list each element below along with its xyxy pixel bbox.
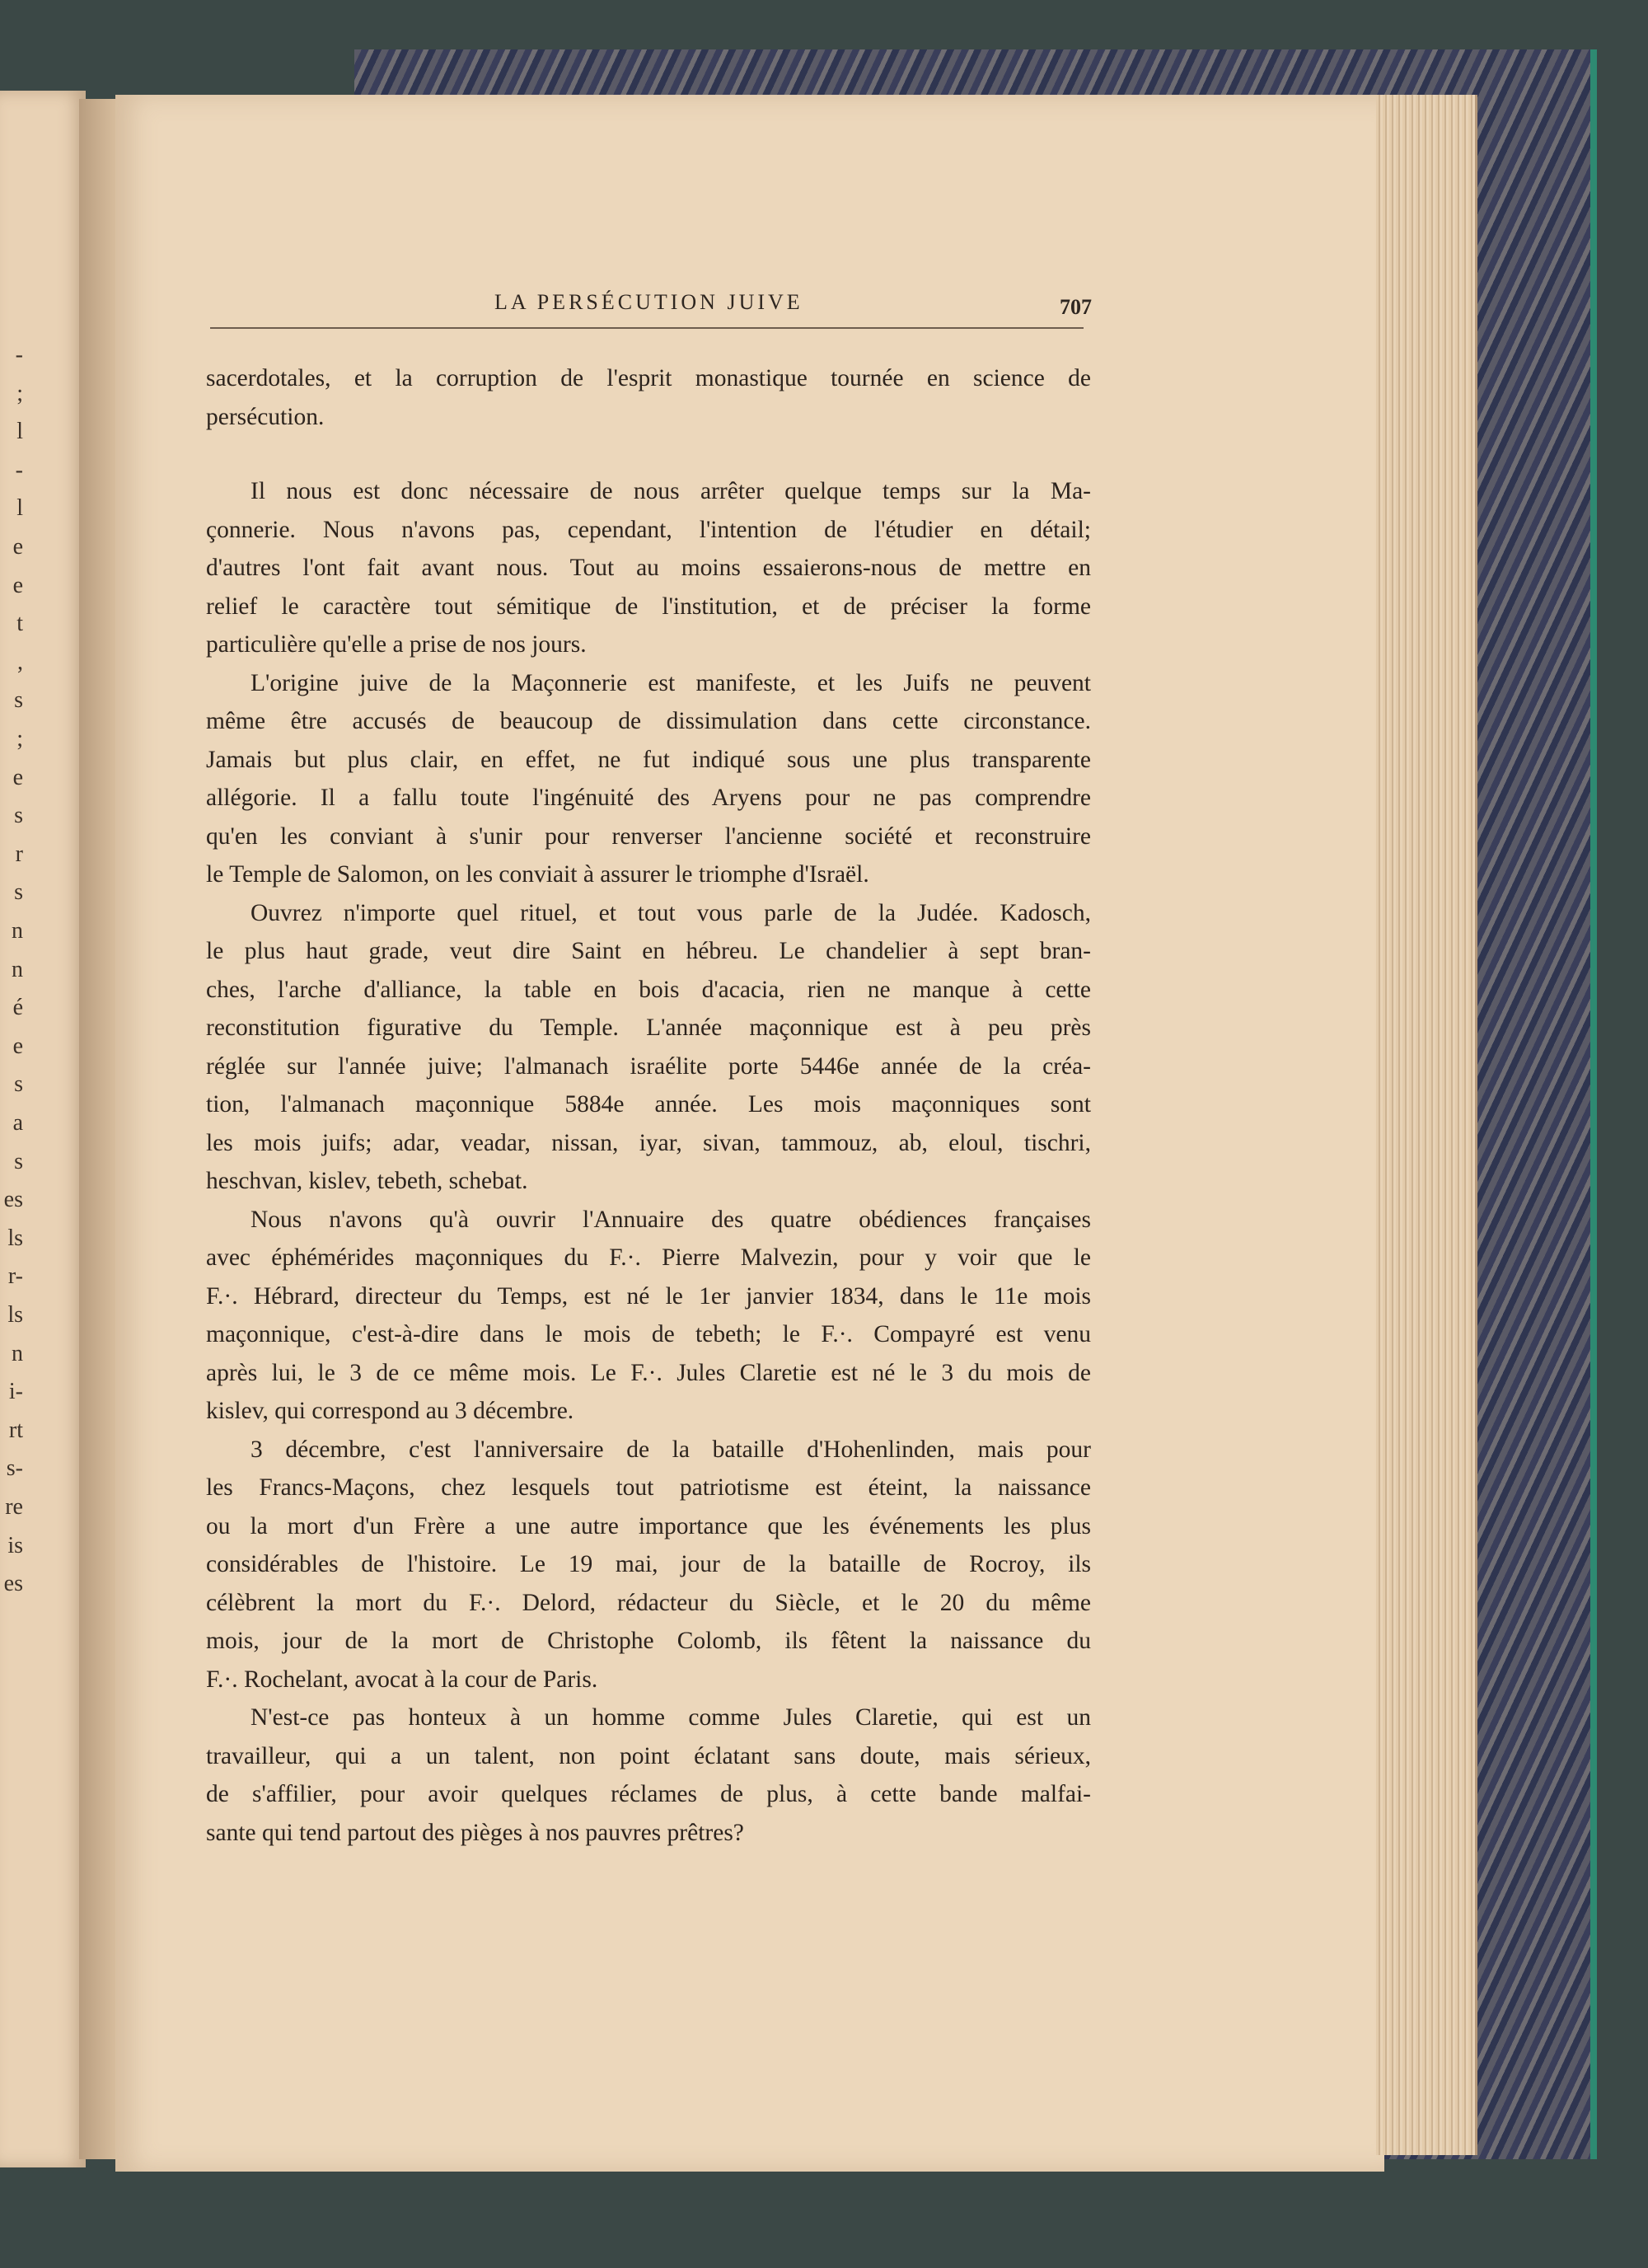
margin-fragment: ;: [16, 380, 23, 406]
margin-fragment: es: [3, 1187, 23, 1213]
header-rule: [210, 327, 1084, 329]
paragraph-1: [206, 359, 1091, 436]
margin-fragment: n: [12, 956, 23, 982]
text-line: d'autres l'ont fait avant nous. Tout au moins essaierons-nous de mettre en: [206, 555, 1091, 581]
text-line: même être accusés de beaucoup de dissimulation dans cette circonstance.: [206, 708, 1091, 734]
text-line: de s'affilier, pour avoir quelques réclames de plus, à cette bande malfai-: [206, 1781, 1091, 1807]
text-line: Nous n'avons qu'à ouvrir l'Annuaire des quatre obédiences françaises: [250, 1206, 1091, 1233]
paragraph-3: [206, 664, 1091, 894]
text-line: L'origine juive de la Maçonnerie est manifeste, et les Juifs ne peuvent: [250, 669, 1091, 696]
margin-fragment: -: [15, 457, 23, 483]
margin-fragment: is: [7, 1532, 23, 1558]
text-line: 3 décembre, c'est l'anniversaire de la bataille d'Hohenlinden, mais pour: [250, 1436, 1091, 1463]
text-line: kislev, qui correspond au 3 décembre.: [206, 1398, 574, 1424]
margin-fragment: ,: [17, 649, 23, 675]
margin-fragment: s: [14, 1071, 23, 1098]
margin-fragment: ls: [7, 1225, 23, 1251]
margin-fragment: r-: [7, 1263, 23, 1290]
margin-fragment: s: [14, 803, 23, 829]
margin-fragment: i-: [8, 1379, 23, 1405]
margin-fragment: e: [12, 572, 23, 598]
margin-fragment: s-: [6, 1455, 23, 1482]
text-line: sante qui tend partout des pièges à nos pauvres prêtres?: [206, 1819, 744, 1846]
text-line: heschvan, kislev, tebeth, schebat.: [206, 1168, 528, 1194]
text-line: travailleur, qui a un talent, non point éclatant sans doute, mais sérieux,: [206, 1742, 1091, 1769]
text-line: persécution.: [206, 403, 325, 430]
margin-fragment: l: [16, 495, 23, 522]
text-line: après lui, le 3 de ce même mois. Le F.·. Jules Claretie est né le 3 du mois de: [206, 1359, 1091, 1386]
text-line: N'est-ce pas honteux à un homme comme Jules Claretie, qui est un: [250, 1704, 1091, 1731]
margin-fragment: ;: [16, 726, 23, 752]
body-text: [206, 359, 1091, 1852]
margin-fragment: t: [16, 611, 23, 637]
margin-fragment: é: [12, 995, 23, 1021]
margin-fragment: -: [15, 342, 23, 368]
margin-fragment: re: [5, 1494, 23, 1520]
text-line: allégorie. Il a fallu toute l'ingénuité des Aryens pour ne pas comprendre: [206, 785, 1091, 811]
text-line: le Temple de Salomon, on les conviait à assurer le triomphe d'Israël.: [206, 861, 869, 888]
paragraph-7: [206, 1699, 1091, 1852]
text-line: ches, l'arche d'alliance, la table en bois d'acacia, rien ne manque à cette: [206, 976, 1091, 1003]
text-line: le plus haut grade, veut dire Saint en hébreu. Le chandelier à sept bran-: [206, 938, 1091, 964]
text-line: Ouvrez n'importe quel rituel, et tout vous parle de la Judée. Kadosch,: [250, 899, 1091, 926]
text-line: Jamais but plus clair, en effet, ne fut indiqué sous une plus transparente: [206, 746, 1091, 773]
text-line: F.·. Hébrard, directeur du Temps, est né le 1er janvier 1834, dans le 11e mois: [206, 1282, 1091, 1310]
text-line: tion, l'almanach maçonnique 5884e année. Les mois maçonniques sont: [206, 1091, 1091, 1118]
text-line: réglée sur l'année juive; l'almanach israélite porte 5446e année de la créa-: [206, 1052, 1091, 1080]
text-line: les mois juifs; adar, veadar, nissan, iyar, sivan, tammouz, ab, eloul, tischri,: [206, 1129, 1091, 1156]
book-gutter: [79, 99, 119, 2159]
running-head: LA PERSÉCUTION JUIVE: [494, 290, 803, 314]
text-line: célèbrent la mort du F.·. Delord, rédacteur du Siècle, et le 20 du même: [206, 1589, 1091, 1616]
paragraph-4: [206, 894, 1091, 1201]
text-line: maçonnique, c'est-à-dire dans le mois de tebeth; le F.·. Compayré est venu: [206, 1321, 1091, 1347]
margin-fragment: s: [14, 1148, 23, 1174]
text-line: reconstitution figurative du Temple. L'année maçonnique est à peu près: [206, 1015, 1091, 1041]
margin-fragment: ls: [7, 1302, 23, 1328]
paragraph-6: [206, 1431, 1091, 1699]
margin-fragment: es: [3, 1571, 23, 1597]
text-line: F.·. Rochelant, avocat à la cour de Paris.: [206, 1666, 598, 1693]
margin-fragment: s: [14, 879, 23, 906]
margin-fragment: l: [16, 419, 23, 445]
margin-fragment: n: [12, 918, 23, 944]
text-line: mois, jour de la mort de Christophe Colomb, ils fêtent la naissance du: [206, 1628, 1091, 1654]
text-line: les Francs-Maçons, chez lesquels tout patriotisme est éteint, la naissance: [206, 1474, 1091, 1501]
margin-fragment: e: [12, 1033, 23, 1059]
text-line: ou la mort d'un Frère a une autre importance que les événements les plus: [206, 1512, 1091, 1539]
text-line: qu'en les conviant à s'unir pour renverser l'ancienne société et reconstruire: [206, 822, 1091, 850]
previous-page-text-fragments: [0, 0, 25, 2268]
paragraph-5: [206, 1201, 1091, 1431]
margin-fragment: s: [14, 687, 23, 714]
margin-fragment: e: [12, 764, 23, 790]
page-number: 707: [1060, 295, 1092, 319]
text-line: çonnerie. Nous n'avons pas, cependant, l'intention de l'étudier en détail;: [206, 516, 1091, 543]
text-line: particulière qu'elle a prise de nos jours.: [206, 631, 587, 658]
text-line: Il nous est donc nécessaire de nous arrêter quelque temps sur la Ma-: [250, 478, 1091, 504]
margin-fragment: n: [12, 1340, 23, 1366]
margin-fragment: a: [12, 1110, 23, 1136]
stacked-page-edges: [1376, 95, 1477, 2155]
margin-fragment: e: [12, 534, 23, 560]
margin-fragment: r: [15, 841, 23, 867]
margin-fragment: rt: [8, 1417, 23, 1443]
text-line: sacerdotales, et la corruption de l'esprit monastique tournée en science de: [206, 365, 1091, 391]
text-line: avec éphémérides maçonniques du F.·. Pierre Malvezin, pour y voir que le: [206, 1244, 1091, 1271]
text-line: relief le caractère tout sémitique de l'institution, et de préciser la forme: [206, 593, 1091, 620]
text-line: considérables de l'histoire. Le 19 mai, jour de la bataille de Rocroy, ils: [206, 1551, 1091, 1577]
paragraph-2: [206, 472, 1091, 664]
